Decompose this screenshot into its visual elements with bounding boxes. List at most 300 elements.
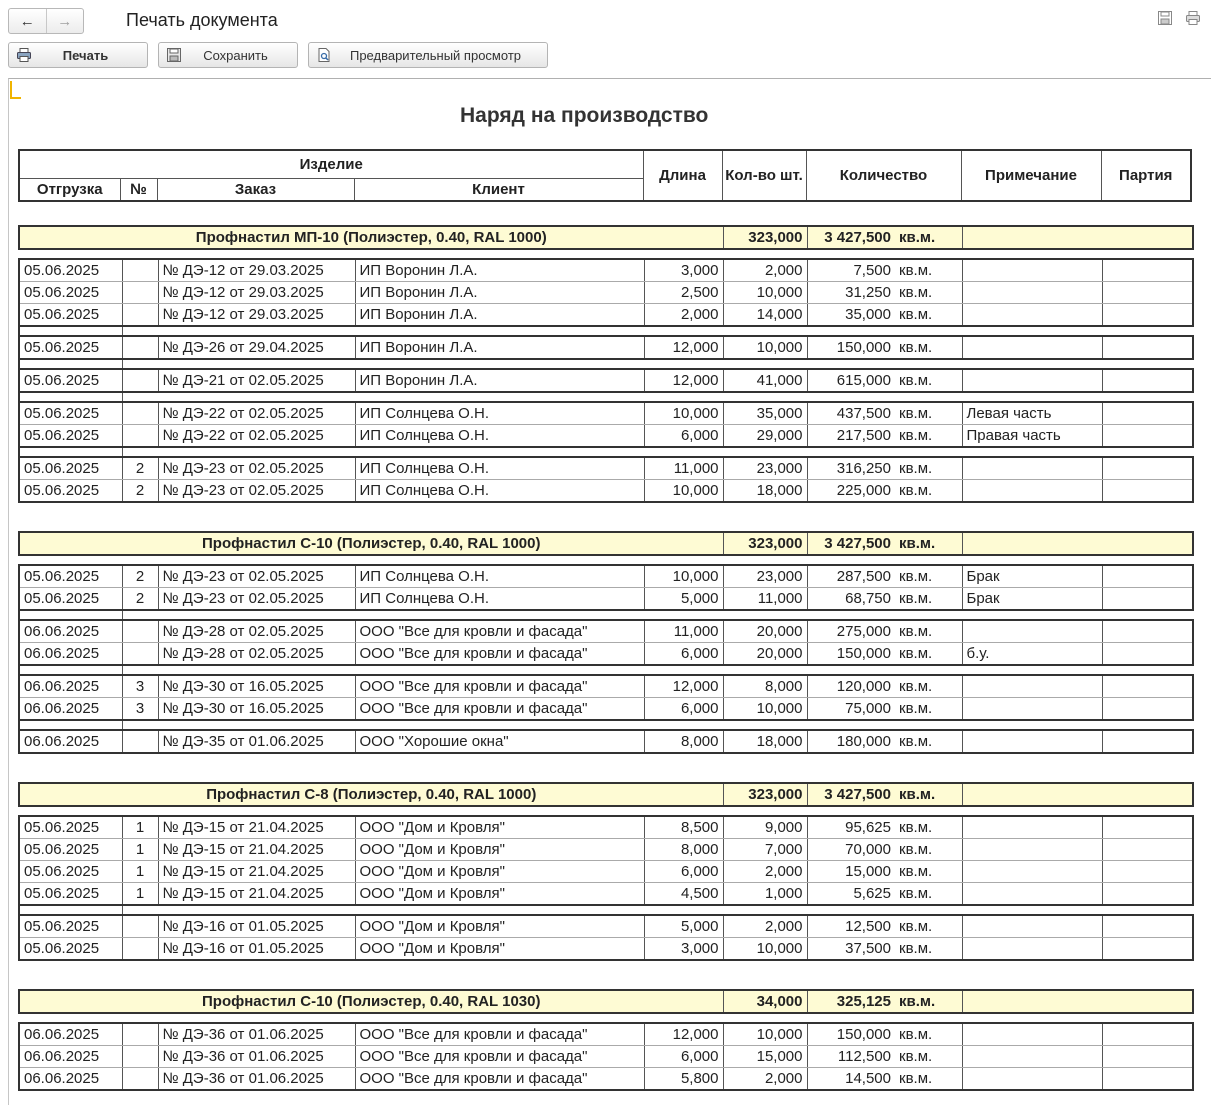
title-tools: [1157, 10, 1201, 26]
cell-unit: кв.м.: [895, 425, 962, 448]
cell-batch: [1102, 938, 1193, 961]
cell-client: ООО "Все для кровли и фасада": [355, 1023, 644, 1046]
cell-date: 06.06.2025: [19, 1023, 122, 1046]
cell-quantity: 217,500: [807, 425, 895, 448]
cell-note: [962, 336, 1102, 359]
cell-date: 05.06.2025: [19, 336, 122, 359]
cell-batch: [1102, 620, 1193, 643]
cell-note: [962, 730, 1102, 753]
cell-order: № ДЭ-15 от 21.04.2025: [158, 839, 355, 861]
cell-date: 05.06.2025: [19, 588, 122, 611]
cell-batch: [1102, 643, 1193, 666]
cell-order: № ДЭ-23 от 02.05.2025: [158, 565, 355, 588]
cell-order: № ДЭ-36 от 01.06.2025: [158, 1046, 355, 1068]
cell-date: 05.06.2025: [19, 938, 122, 961]
cell-length: 6,000: [644, 861, 723, 883]
cell-note: Брак: [962, 588, 1102, 611]
cell-number: [122, 643, 158, 666]
cell-quantity: 35,000: [807, 304, 895, 327]
cell-quantity: 287,500: [807, 565, 895, 588]
table-row[interactable]: [19, 1046, 1193, 1068]
row-gap: [19, 1013, 1193, 1023]
group-quantity: 3 427,500: [807, 226, 895, 249]
header-note: Примечание: [961, 150, 1101, 201]
cell-order: № ДЭ-30 от 16.05.2025: [158, 698, 355, 721]
cell-number: 2: [122, 457, 158, 480]
cell-pieces: 2,000: [723, 915, 807, 938]
cell-length: 10,000: [644, 565, 723, 588]
group-unit: кв.м.: [895, 532, 962, 555]
cell-client: ООО "Дом и Кровля": [355, 938, 644, 961]
cell-number: [122, 425, 158, 448]
cell-unit: кв.м.: [895, 915, 962, 938]
cell-date: 05.06.2025: [19, 369, 122, 392]
cell-unit: кв.м.: [895, 675, 962, 698]
group-note: [962, 226, 1193, 249]
cell-quantity: 12,500: [807, 915, 895, 938]
cell-length: 11,000: [644, 457, 723, 480]
group-note: [962, 990, 1193, 1013]
cell-batch: [1102, 883, 1193, 906]
cell-order: № ДЭ-12 от 29.03.2025: [158, 259, 355, 282]
group-name: Профнастил С-10 (Полиэстер, 0.40, RAL 1000): [19, 532, 723, 555]
cell-quantity: 120,000: [807, 675, 895, 698]
cell-quantity: 316,250: [807, 457, 895, 480]
group-row: [19, 990, 1193, 1013]
cell-batch: [1102, 698, 1193, 721]
group-unit: кв.м.: [895, 783, 962, 806]
table-row[interactable]: [19, 1023, 1193, 1046]
cell-batch: [1102, 304, 1193, 327]
cell-number: 1: [122, 861, 158, 883]
floppy-icon: [166, 47, 182, 63]
cell-client: ИП Солнцева О.Н.: [355, 588, 644, 611]
navigation-buttons: [8, 8, 84, 34]
save-icon[interactable]: [1157, 10, 1173, 26]
cell-date: 06.06.2025: [19, 643, 122, 666]
cell-note: Правая часть: [962, 425, 1102, 448]
group-row: [19, 532, 1193, 555]
group-spacer: [19, 502, 1193, 532]
group-quantity: 325,125: [807, 990, 895, 1013]
cell-quantity: 275,000: [807, 620, 895, 643]
cell-batch: [1102, 369, 1193, 392]
cell-client: ООО "Дом и Кровля": [355, 883, 644, 906]
cell-date: 06.06.2025: [19, 730, 122, 753]
header-length: Длина: [643, 150, 722, 201]
cell-number: [122, 1046, 158, 1068]
cell-note: [962, 1046, 1102, 1068]
row-gap: [19, 905, 1193, 915]
cell-client: ООО "Все для кровли и фасада": [355, 1068, 644, 1091]
header-client: Клиент: [354, 178, 643, 201]
cell-cursor: [10, 81, 21, 99]
cell-batch: [1102, 336, 1193, 359]
cell-number: [122, 620, 158, 643]
row-gap: [19, 610, 1193, 620]
cell-client: ИП Солнцева О.Н.: [355, 402, 644, 425]
cell-pieces: 10,000: [723, 1023, 807, 1046]
cell-date: 05.06.2025: [19, 457, 122, 480]
table-row[interactable]: [19, 480, 1193, 503]
row-gap: [19, 392, 1193, 402]
table-row[interactable]: [19, 457, 1193, 480]
cell-note: [962, 698, 1102, 721]
cell-date: 06.06.2025: [19, 620, 122, 643]
cell-client: ООО "Дом и Кровля": [355, 915, 644, 938]
group-quantity: 3 427,500: [807, 783, 895, 806]
cell-client: ООО "Все для кровли и фасада": [355, 675, 644, 698]
cell-order: № ДЭ-15 от 21.04.2025: [158, 816, 355, 839]
table-row[interactable]: [19, 816, 1193, 839]
cell-number: [122, 915, 158, 938]
cell-unit: кв.м.: [895, 883, 962, 906]
cell-number: [122, 259, 158, 282]
header-number: №: [120, 178, 157, 201]
cell-pieces: 10,000: [723, 938, 807, 961]
table-row[interactable]: [19, 643, 1193, 666]
cell-client: ИП Воронин Л.А.: [355, 336, 644, 359]
cell-quantity: 37,500: [807, 938, 895, 961]
preview-button[interactable]: Предварительный просмотр: [308, 42, 548, 68]
group-pieces: 323,000: [723, 226, 807, 249]
cell-unit: кв.м.: [895, 457, 962, 480]
group-unit: кв.м.: [895, 226, 962, 249]
cell-client: ИП Солнцева О.Н.: [355, 565, 644, 588]
cell-order: № ДЭ-28 от 02.05.2025: [158, 643, 355, 666]
cell-order: № ДЭ-35 от 01.06.2025: [158, 730, 355, 753]
cell-batch: [1102, 1023, 1193, 1046]
cell-note: [962, 620, 1102, 643]
cell-date: 05.06.2025: [19, 861, 122, 883]
cell-length: 12,000: [644, 1023, 723, 1046]
cell-quantity: 225,000: [807, 480, 895, 503]
cell-note: [962, 915, 1102, 938]
cell-client: ООО "Все для кровли и фасада": [355, 1046, 644, 1068]
cell-unit: кв.м.: [895, 402, 962, 425]
cell-note: [962, 1068, 1102, 1091]
toolbar: [0, 40, 1211, 74]
cell-length: 6,000: [644, 425, 723, 448]
cell-batch: [1102, 839, 1193, 861]
row-gap: [19, 326, 1193, 336]
table-row[interactable]: [19, 883, 1193, 906]
group-pieces: 34,000: [723, 990, 807, 1013]
cell-date: 06.06.2025: [19, 1046, 122, 1068]
cell-pieces: 15,000: [723, 1046, 807, 1068]
cell-pieces: 29,000: [723, 425, 807, 448]
cell-client: ИП Воронин Л.А.: [355, 282, 644, 304]
cell-unit: кв.м.: [895, 730, 962, 753]
forward-button[interactable]: [46, 9, 84, 33]
group-name: Профнастил МП-10 (Полиэстер, 0.40, RAL 1000): [19, 226, 723, 249]
cell-number: 1: [122, 883, 158, 906]
arrow-right-icon: →: [57, 12, 73, 30]
cell-quantity: 150,000: [807, 643, 895, 666]
cell-batch: [1102, 816, 1193, 839]
cell-number: [122, 402, 158, 425]
cell-batch: [1102, 1046, 1193, 1068]
cell-quantity: 5,625: [807, 883, 895, 906]
cell-date: 05.06.2025: [19, 425, 122, 448]
cell-number: [122, 1023, 158, 1046]
cell-batch: [1102, 588, 1193, 611]
cell-unit: кв.м.: [895, 369, 962, 392]
row-gap: [19, 555, 1193, 565]
cell-note: Брак: [962, 565, 1102, 588]
row-gap: [19, 806, 1193, 816]
cell-number: [122, 938, 158, 961]
cell-date: 05.06.2025: [19, 402, 122, 425]
cell-quantity: 75,000: [807, 698, 895, 721]
cell-order: № ДЭ-23 от 02.05.2025: [158, 457, 355, 480]
table-row[interactable]: [19, 675, 1193, 698]
cell-order: № ДЭ-15 от 21.04.2025: [158, 861, 355, 883]
header-pieces: Кол-во шт.: [722, 150, 806, 201]
cell-client: ООО "Все для кровли и фасада": [355, 643, 644, 666]
cell-number: [122, 336, 158, 359]
cell-length: 2,500: [644, 282, 723, 304]
cell-order: № ДЭ-15 от 21.04.2025: [158, 883, 355, 906]
cell-unit: кв.м.: [895, 259, 962, 282]
cell-number: [122, 369, 158, 392]
cell-pieces: 7,000: [723, 839, 807, 861]
table-row[interactable]: [19, 425, 1193, 448]
cell-order: № ДЭ-30 от 16.05.2025: [158, 675, 355, 698]
header-order: Заказ: [157, 178, 354, 201]
cell-unit: кв.м.: [895, 588, 962, 611]
cell-batch: [1102, 259, 1193, 282]
cell-number: 2: [122, 565, 158, 588]
cell-batch: [1102, 402, 1193, 425]
cell-pieces: 14,000: [723, 304, 807, 327]
table-row[interactable]: [19, 588, 1193, 611]
cell-unit: кв.м.: [895, 282, 962, 304]
cell-length: 6,000: [644, 1046, 723, 1068]
cell-order: № ДЭ-22 от 02.05.2025: [158, 425, 355, 448]
cell-order: № ДЭ-12 от 29.03.2025: [158, 304, 355, 327]
table-row[interactable]: [19, 369, 1193, 392]
cell-date: 05.06.2025: [19, 282, 122, 304]
table-row[interactable]: [19, 1068, 1193, 1091]
group-row: [19, 783, 1193, 806]
cell-length: 10,000: [644, 402, 723, 425]
cell-note: [962, 1023, 1102, 1046]
cell-quantity: 14,500: [807, 1068, 895, 1091]
cell-date: 05.06.2025: [19, 883, 122, 906]
cell-quantity: 615,000: [807, 369, 895, 392]
cell-pieces: 8,000: [723, 675, 807, 698]
cell-quantity: 31,250: [807, 282, 895, 304]
table-row[interactable]: [19, 259, 1193, 282]
cell-quantity: 180,000: [807, 730, 895, 753]
arrow-left-icon: ←: [19, 12, 35, 30]
cell-pieces: 20,000: [723, 620, 807, 643]
cell-client: ООО "Дом и Кровля": [355, 839, 644, 861]
cell-note: Левая часть: [962, 402, 1102, 425]
table-row[interactable]: [19, 282, 1193, 304]
row-gap: [19, 720, 1193, 730]
cell-client: ООО "Все для кровли и фасада": [355, 698, 644, 721]
cell-number: [122, 304, 158, 327]
table-row[interactable]: [19, 620, 1193, 643]
cell-date: 06.06.2025: [19, 675, 122, 698]
cell-unit: кв.м.: [895, 816, 962, 839]
cell-order: № ДЭ-36 от 01.06.2025: [158, 1023, 355, 1046]
group-name: Профнастил С-8 (Полиэстер, 0.40, RAL 1000): [19, 783, 723, 806]
cell-length: 5,000: [644, 915, 723, 938]
cell-number: [122, 282, 158, 304]
printer-icon: [16, 47, 32, 63]
cell-pieces: 9,000: [723, 816, 807, 839]
table-row[interactable]: [19, 839, 1193, 861]
table-header: [18, 149, 1192, 202]
print-button[interactable]: Печать: [8, 42, 148, 68]
header-batch: Партия: [1101, 150, 1191, 201]
cell-pieces: 11,000: [723, 588, 807, 611]
header-quantity: Количество: [806, 150, 961, 201]
cell-note: [962, 480, 1102, 503]
cell-date: 05.06.2025: [19, 839, 122, 861]
group-note: [962, 532, 1193, 555]
back-button[interactable]: [9, 9, 46, 33]
cell-order: № ДЭ-36 от 01.06.2025: [158, 1068, 355, 1091]
cell-note: [962, 883, 1102, 906]
cell-length: 3,000: [644, 938, 723, 961]
cell-note: [962, 457, 1102, 480]
cell-order: № ДЭ-21 от 02.05.2025: [158, 369, 355, 392]
cell-date: 05.06.2025: [19, 565, 122, 588]
cell-quantity: 95,625: [807, 816, 895, 839]
cell-date: 05.06.2025: [19, 259, 122, 282]
cell-unit: кв.м.: [895, 643, 962, 666]
table-row[interactable]: [19, 730, 1193, 753]
cell-client: ИП Воронин Л.А.: [355, 369, 644, 392]
group-row: [19, 226, 1193, 249]
header-shipment: Отгрузка: [19, 178, 120, 201]
cell-note: [962, 282, 1102, 304]
cell-batch: [1102, 425, 1193, 448]
cell-length: 5,800: [644, 1068, 723, 1091]
cell-note: б.у.: [962, 643, 1102, 666]
cell-length: 12,000: [644, 336, 723, 359]
table-row[interactable]: [19, 304, 1193, 327]
table-row[interactable]: [19, 698, 1193, 721]
cell-unit: кв.м.: [895, 938, 962, 961]
row-gap: [19, 665, 1193, 675]
header-product: Изделие: [19, 150, 643, 178]
cell-pieces: 10,000: [723, 282, 807, 304]
cell-length: 6,000: [644, 643, 723, 666]
cell-number: 3: [122, 675, 158, 698]
cell-date: 05.06.2025: [19, 304, 122, 327]
cell-batch: [1102, 1068, 1193, 1091]
cell-quantity: 150,000: [807, 1023, 895, 1046]
cell-batch: [1102, 730, 1193, 753]
cell-length: 8,500: [644, 816, 723, 839]
table-row[interactable]: [19, 915, 1193, 938]
table-row[interactable]: [19, 565, 1193, 588]
cell-number: 2: [122, 588, 158, 611]
group-spacer: [19, 960, 1193, 990]
cell-date: 06.06.2025: [19, 698, 122, 721]
cell-quantity: 15,000: [807, 861, 895, 883]
cell-batch: [1102, 480, 1193, 503]
cell-pieces: 23,000: [723, 457, 807, 480]
window-title: Печать документа: [126, 10, 278, 30]
cell-length: 5,000: [644, 588, 723, 611]
cell-length: 2,000: [644, 304, 723, 327]
cell-order: № ДЭ-23 от 02.05.2025: [158, 588, 355, 611]
cell-date: 06.06.2025: [19, 1068, 122, 1091]
row-gap: [19, 359, 1193, 369]
cell-unit: кв.м.: [895, 565, 962, 588]
cell-batch: [1102, 282, 1193, 304]
document-title: Наряд на производство: [460, 104, 709, 127]
table-row[interactable]: [19, 402, 1193, 425]
cell-number: [122, 1068, 158, 1091]
cell-note: [962, 938, 1102, 961]
cell-length: 8,000: [644, 730, 723, 753]
table-row[interactable]: [19, 861, 1193, 883]
title-bar: [0, 0, 1211, 40]
cell-length: 6,000: [644, 698, 723, 721]
table-row[interactable]: [19, 336, 1193, 359]
table-row[interactable]: [19, 938, 1193, 961]
cell-client: ИП Солнцева О.Н.: [355, 480, 644, 503]
cell-batch: [1102, 457, 1193, 480]
cell-order: № ДЭ-26 от 29.04.2025: [158, 336, 355, 359]
cell-pieces: 18,000: [723, 730, 807, 753]
save-button[interactable]: Сохранить: [158, 42, 298, 68]
group-pieces: 323,000: [723, 532, 807, 555]
cell-unit: кв.м.: [895, 620, 962, 643]
cell-pieces: 20,000: [723, 643, 807, 666]
row-gap: [19, 249, 1193, 259]
cell-number: 2: [122, 480, 158, 503]
cell-unit: кв.м.: [895, 861, 962, 883]
cell-quantity: 68,750: [807, 588, 895, 611]
cell-client: ООО "Дом и Кровля": [355, 816, 644, 839]
cell-length: 10,000: [644, 480, 723, 503]
cell-pieces: 41,000: [723, 369, 807, 392]
cell-note: [962, 369, 1102, 392]
preview-icon: [316, 47, 332, 63]
cell-number: 1: [122, 839, 158, 861]
cell-pieces: 2,000: [723, 259, 807, 282]
cell-length: 8,000: [644, 839, 723, 861]
cell-unit: кв.м.: [895, 304, 962, 327]
group-quantity: 3 427,500: [807, 532, 895, 555]
print-icon[interactable]: [1185, 10, 1201, 26]
cell-date: 05.06.2025: [19, 480, 122, 503]
cell-date: 05.06.2025: [19, 816, 122, 839]
cell-order: № ДЭ-28 от 02.05.2025: [158, 620, 355, 643]
cell-length: 4,500: [644, 883, 723, 906]
group-unit: кв.м.: [895, 990, 962, 1013]
cell-client: ООО "Дом и Кровля": [355, 861, 644, 883]
cell-unit: кв.м.: [895, 480, 962, 503]
cell-batch: [1102, 915, 1193, 938]
group-note: [962, 783, 1193, 806]
cell-order: № ДЭ-16 от 01.05.2025: [158, 938, 355, 961]
cell-unit: кв.м.: [895, 1023, 962, 1046]
cell-unit: кв.м.: [895, 336, 962, 359]
cell-client: ИП Солнцева О.Н.: [355, 457, 644, 480]
cell-batch: [1102, 861, 1193, 883]
cell-pieces: 23,000: [723, 565, 807, 588]
cell-quantity: 150,000: [807, 336, 895, 359]
